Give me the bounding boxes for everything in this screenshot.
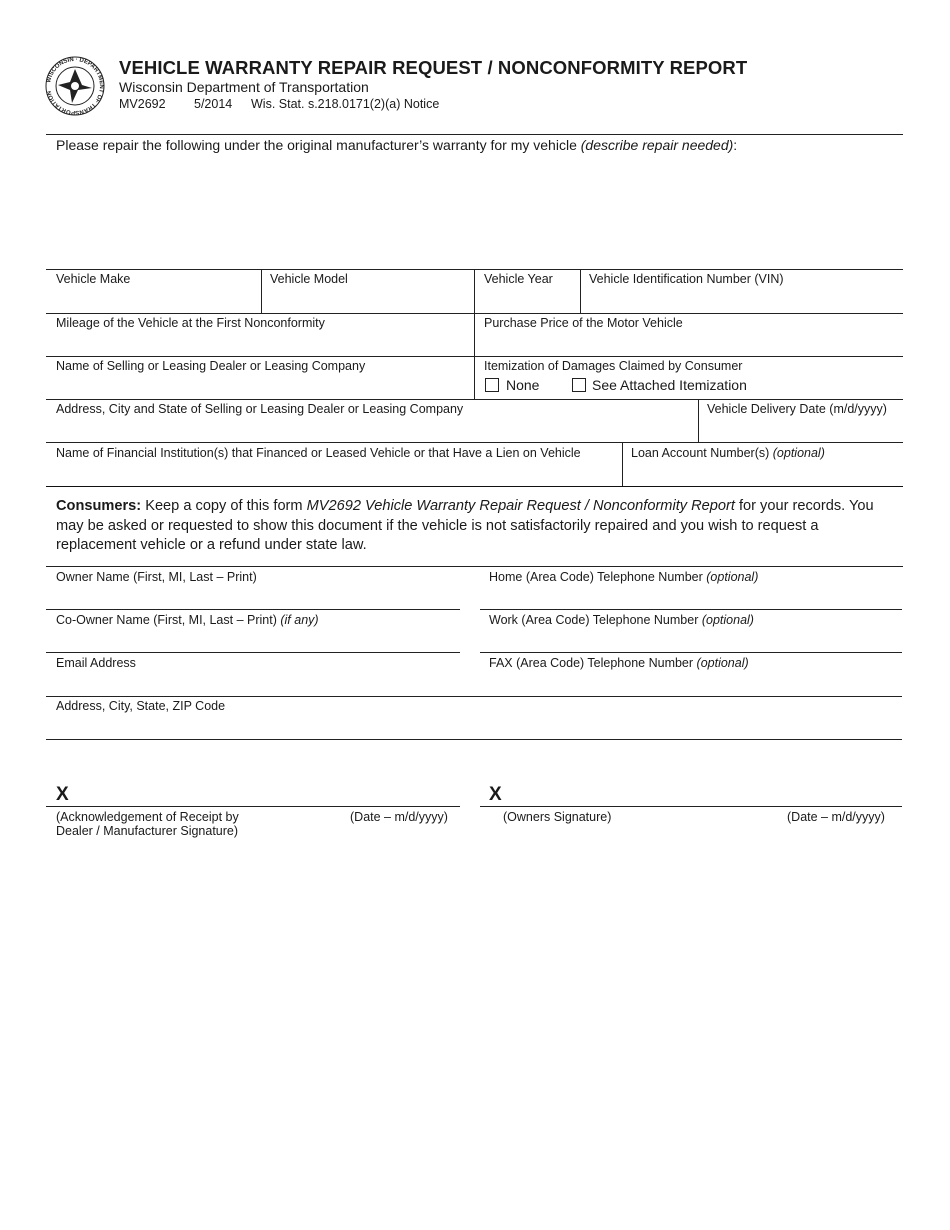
form-date: 5/2014: [194, 97, 233, 111]
owner-row-line-1-left: [46, 609, 460, 610]
mileage-field[interactable]: [47, 331, 473, 355]
repair-prompt-text: Please repair the following under the original manufacturer’s warranty for my vehicle: [56, 137, 581, 153]
vehicle-model-field[interactable]: [262, 287, 473, 312]
delivery-date-field[interactable]: [699, 417, 902, 441]
consumers-text-1: Keep a copy of this form: [141, 498, 307, 514]
owner-signature-x: X: [489, 784, 502, 805]
fax-note: (optional): [696, 656, 749, 670]
loan-account-note: (optional): [772, 446, 825, 460]
loan-account-label: [631, 446, 825, 461]
owner-name-label: Owner Name (First, MI, Last – Print): [56, 570, 257, 584]
loan-account-field[interactable]: [623, 461, 902, 485]
form-title: VEHICLE WARRANTY REPAIR REQUEST / NONCONFORMITY REPORT: [119, 57, 748, 78]
repair-description-field[interactable]: [46, 158, 903, 268]
itemization-attached-label: See Attached Itemization: [592, 377, 747, 393]
repair-prompt-note: (describe repair needed): [580, 137, 734, 153]
owner-section-bottom: [46, 739, 902, 740]
owner-address-label: Address, City, State, ZIP Code: [56, 699, 226, 713]
owner-row-line-3: [46, 696, 902, 697]
mileage-label: Mileage of the Vehicle at the First Nonconformity: [56, 316, 325, 330]
co-owner-text: Co-Owner Name (First, MI, Last – Print): [56, 613, 281, 627]
consumers-form-ref: MV2692 Vehicle Warranty Repair Request / Nonconformity Report: [306, 498, 735, 514]
co-owner-name-label: [56, 613, 319, 628]
statute-notice: Wis. Stat. s.218.0171(2)(a) Notice: [251, 97, 440, 111]
wisdot-seal-logo: [44, 55, 106, 117]
owner-row-line-1-right: [480, 609, 902, 610]
consumers-notice: [56, 497, 896, 556]
vin-field[interactable]: [581, 287, 902, 312]
dealer-name-label: Name of Selling or Leasing Dealer or Leasing Company: [56, 359, 366, 373]
email-field[interactable]: [47, 671, 459, 694]
dealer-signature-line: [46, 806, 460, 807]
itemization-none-label: None: [506, 377, 540, 393]
vin-label: Vehicle Identification Number (VIN): [589, 272, 784, 286]
financial-institution-label: Name of Financial Institution(s) that Financed or Leased Vehicle or that Have a Lien on Vehicle: [56, 446, 581, 460]
purchase-price-field[interactable]: [475, 331, 902, 355]
owner-date-caption: (Date – m/d/yyyy): [787, 810, 885, 824]
owner-name-field[interactable]: [47, 585, 459, 608]
owner-address-field[interactable]: [47, 714, 901, 738]
dealer-address-field[interactable]: [47, 417, 697, 441]
vehicle-row-line-3: [46, 399, 903, 400]
svg-text:WISCONSIN · DEPARTMENT OF TRAN: WISCONSIN · DEPARTMENT OF TRANSPORTATION: [46, 56, 105, 116]
itemization-none-checkbox[interactable]: [485, 378, 499, 392]
home-phone-field[interactable]: [481, 585, 901, 608]
repair-request-prompt: [56, 137, 737, 153]
vehicle-make-field[interactable]: [47, 287, 260, 312]
vehicle-year-field[interactable]: [475, 287, 579, 312]
email-label: Email Address: [56, 656, 136, 670]
divider-top: [46, 134, 903, 135]
purchase-price-label: Purchase Price of the Motor Vehicle: [484, 316, 683, 330]
dealer-signature-caption-2: Dealer / Manufacturer Signature): [56, 824, 239, 838]
home-phone-note: (optional): [706, 570, 759, 584]
home-phone-label: [489, 570, 758, 585]
dealer-address-label: Address, City and State of Selling or Leasing Dealer or Leasing Company: [56, 402, 464, 416]
dealer-date-caption: (Date – m/d/yyyy): [350, 810, 448, 824]
repair-prompt-end: :: [733, 137, 738, 153]
work-phone-text: Work (Area Code) Telephone Number: [489, 613, 702, 627]
owner-signature-caption: (Owners Signature): [503, 810, 612, 824]
fax-field[interactable]: [481, 671, 901, 694]
work-phone-label: [489, 613, 754, 628]
consumers-lead: Consumers:: [56, 498, 142, 514]
dealer-signature-field[interactable]: [76, 782, 459, 806]
vehicle-row-line-4: [46, 442, 903, 443]
work-phone-note: (optional): [701, 613, 754, 627]
dealer-name-field[interactable]: [47, 374, 473, 398]
loan-account-text: Loan Account Number(s): [631, 446, 773, 460]
department-name: Wisconsin Department of Transportation: [119, 79, 369, 95]
vehicle-year-label: Vehicle Year: [484, 272, 553, 286]
fax-label: [489, 656, 749, 671]
itemization-attached-checkbox[interactable]: [572, 378, 586, 392]
dealer-signature-x: X: [56, 784, 69, 805]
vehicle-make-label: Vehicle Make: [56, 272, 131, 286]
dealer-signature-caption-1: (Acknowledgement of Receipt by: [56, 810, 239, 824]
owner-row-line-2-left: [46, 652, 460, 653]
financial-institution-field[interactable]: [47, 461, 621, 485]
co-owner-name-field[interactable]: [47, 628, 459, 651]
fax-text: FAX (Area Code) Telephone Number: [489, 656, 697, 670]
owner-row-line-2-right: [480, 652, 902, 653]
co-owner-note: (if any): [280, 613, 319, 627]
owner-signature-field[interactable]: [508, 782, 901, 806]
work-phone-field[interactable]: [481, 628, 901, 651]
form-number: MV2692: [119, 97, 166, 111]
vehicle-table-bottom: [46, 486, 903, 487]
consumers-text-2: for your records. You may be asked or requested to show this document if the vehicle is not satisfactorily repaired and you wish to request a replacement vehicle or a refund under state law.: [56, 498, 874, 553]
itemization-label: Itemization of Damages Claimed by Consumer: [484, 359, 743, 373]
delivery-date-label: Vehicle Delivery Date (m/d/yyyy): [707, 402, 887, 416]
owner-signature-line: [480, 806, 902, 807]
vehicle-model-label: Vehicle Model: [270, 272, 348, 286]
owner-section-top: [46, 566, 903, 567]
home-phone-text: Home (Area Code) Telephone Number: [489, 570, 707, 584]
